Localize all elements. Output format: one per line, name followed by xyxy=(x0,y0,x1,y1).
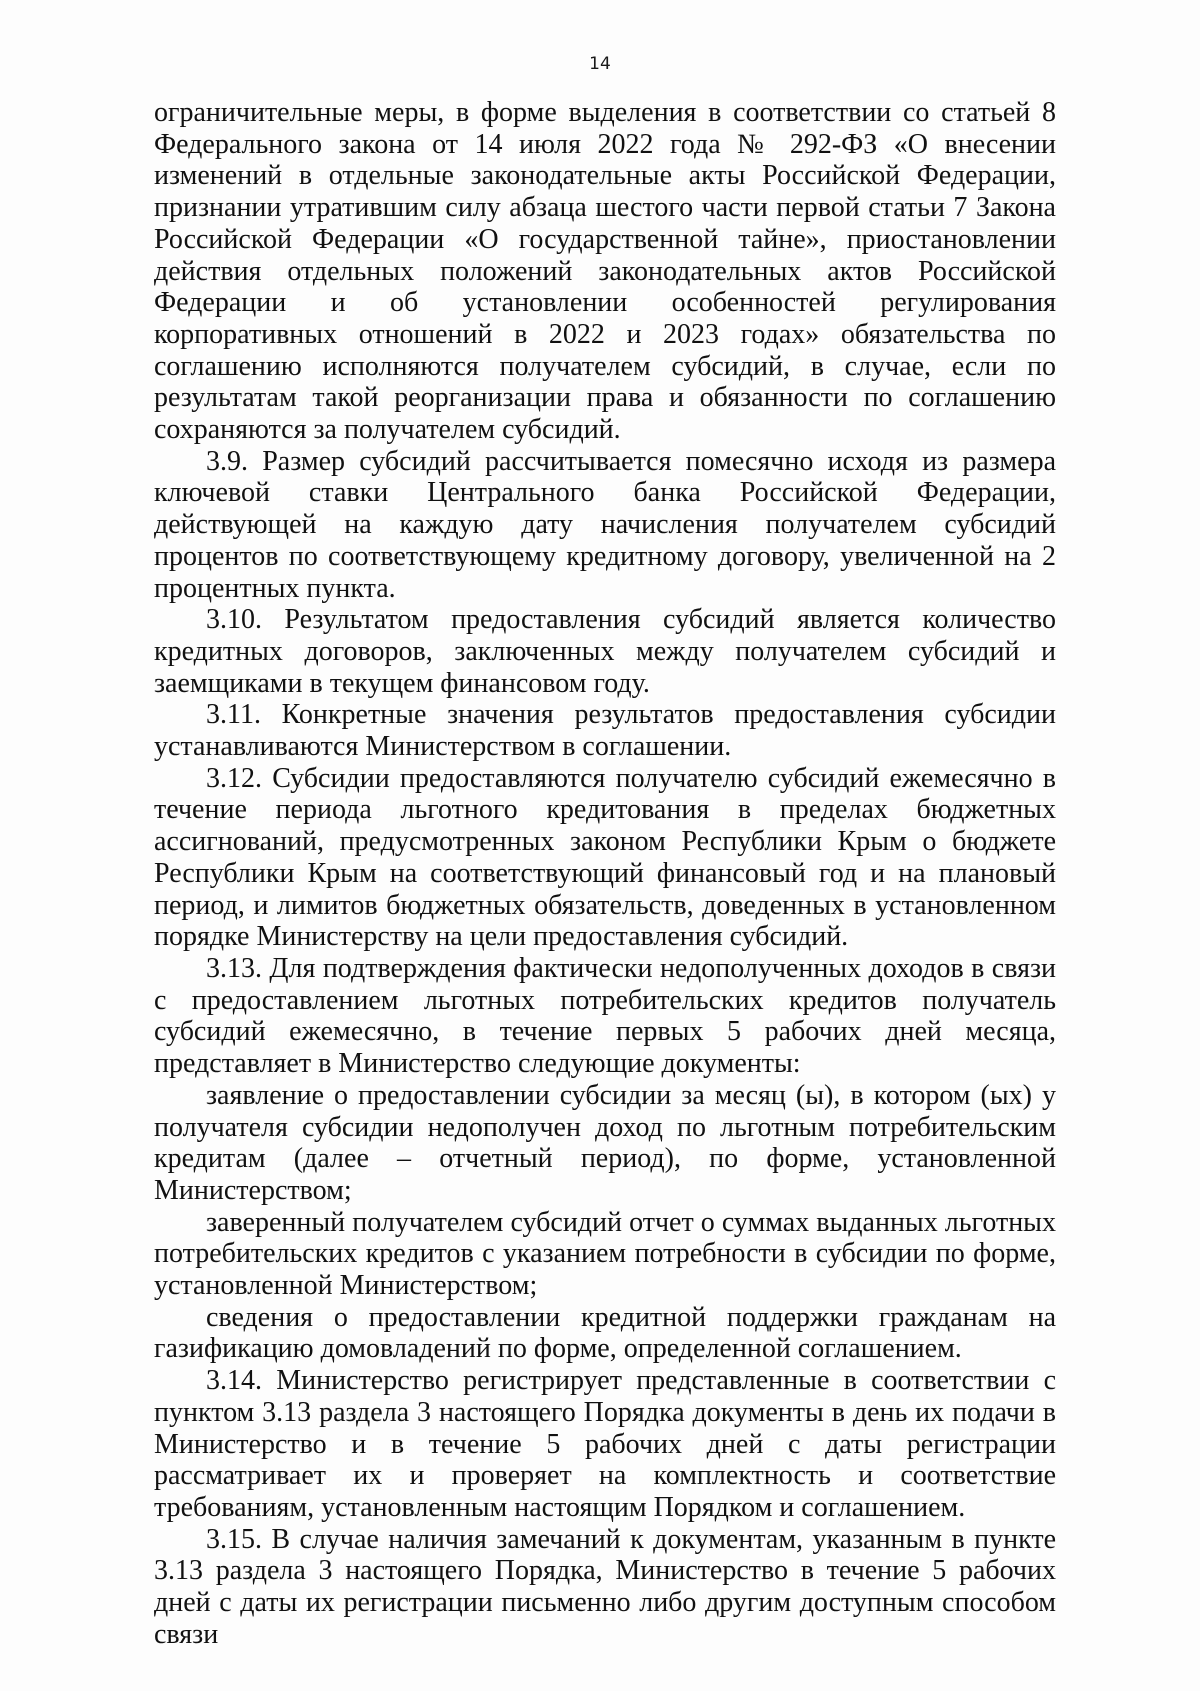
paragraph-3-12: 3.12. Субсидии предоставляются получателю субсидий ежемесячно в течение периода льготного кредитования в пределах бюджетных ассигнований, предусмотренных законом Республики Крым о бюджете Республики Крым на соответствующий финансовый год и на плановый период, и лимитов бюджетных обязательств, доведенных в установленном порядке Министерству на цели предоставления субсидий. xyxy=(154,762,1056,953)
paragraph-3-13: 3.13. Для подтверждения фактически недополученных доходов в связи с предоставлением льготных потребительских кредитов получатель субсидий ежемесячно, в течение первых 5 рабочих дней месяца, представляет в Министерство следующие документы: xyxy=(154,952,1056,1080)
list-item-report: заверенный получателем субсидий отчет о суммах выданных льготных потребительских кредитов с указанием потребности в субсидии по форме, установленной Министерством; xyxy=(154,1206,1056,1302)
document-body xyxy=(154,97,1056,1650)
paragraph-continuation: ограничительные меры, в форме выделения в соответствии со статьей 8 Федерального закона от 14 июля 2022 года № 292-ФЗ «О внесении изменений в отдельные законодательные акты Российской Федерации, признании утратившим силу абзаца шестого части первой статьи 7 Закона Российской Федерации «О государственной тайне», приостановлении действия отдельных положений законодательных актов Российской Федерации и об установлении особенностей регулирования корпоративных отношений в 2022 и 2023 годах» обязательства по соглашению исполняются получателем субсидий, в случае, если по результатам такой реорганизации права и обязанности по соглашению сохраняются за получателем субсидий. xyxy=(154,97,1056,446)
paragraph-3-11: 3.11. Конкретные значения результатов предоставления субсидии устанавливаются Министерством в соглашении. xyxy=(154,699,1056,763)
page-number: 14 xyxy=(589,54,611,74)
paragraph-3-10: 3.10. Результатом предоставления субсидий является количество кредитных договоров, заключенных между получателем субсидий и заемщиками в текущем финансовом году. xyxy=(154,604,1056,699)
list-item-credit-support: сведения о предоставлении кредитной поддержки гражданам на газификацию домовладений по форме, определенной соглашением. xyxy=(154,1301,1056,1365)
list-item-application: заявление о предоставлении субсидии за месяц (ы), в котором (ых) у получателя субсидии недополучен доход по льготным потребительским кредитам (далее – отчетный период), по форме, установленной Министерством; xyxy=(154,1079,1056,1206)
paragraph-3-9: 3.9. Размер субсидий рассчитывается помесячно исходя из размера ключевой ставки Центрального банка Российской Федерации, действующей на каждую дату начисления получателем субсидий процентов по соответствующему кредитному договору, увеличенной на 2 процентных пункта. xyxy=(154,445,1056,604)
paragraph-3-14: 3.14. Министерство регистрирует представленные в соответствии с пунктом 3.13 раздела 3 настоящего Порядка документы в день их подачи в Министерство и в течение 5 рабочих дней с даты регистрации рассматривает их и проверяет на комплектность и соответствие требованиям, установленным настоящим Порядком и соглашением. xyxy=(154,1365,1056,1523)
paragraph-3-15: 3.15. В случае наличия замечаний к документам, указанным в пункте 3.13 раздела 3 настоящего Порядка, Министерство в течение 5 рабочих дней с даты их регистрации письменно либо другим доступным способом связи xyxy=(154,1523,1056,1650)
